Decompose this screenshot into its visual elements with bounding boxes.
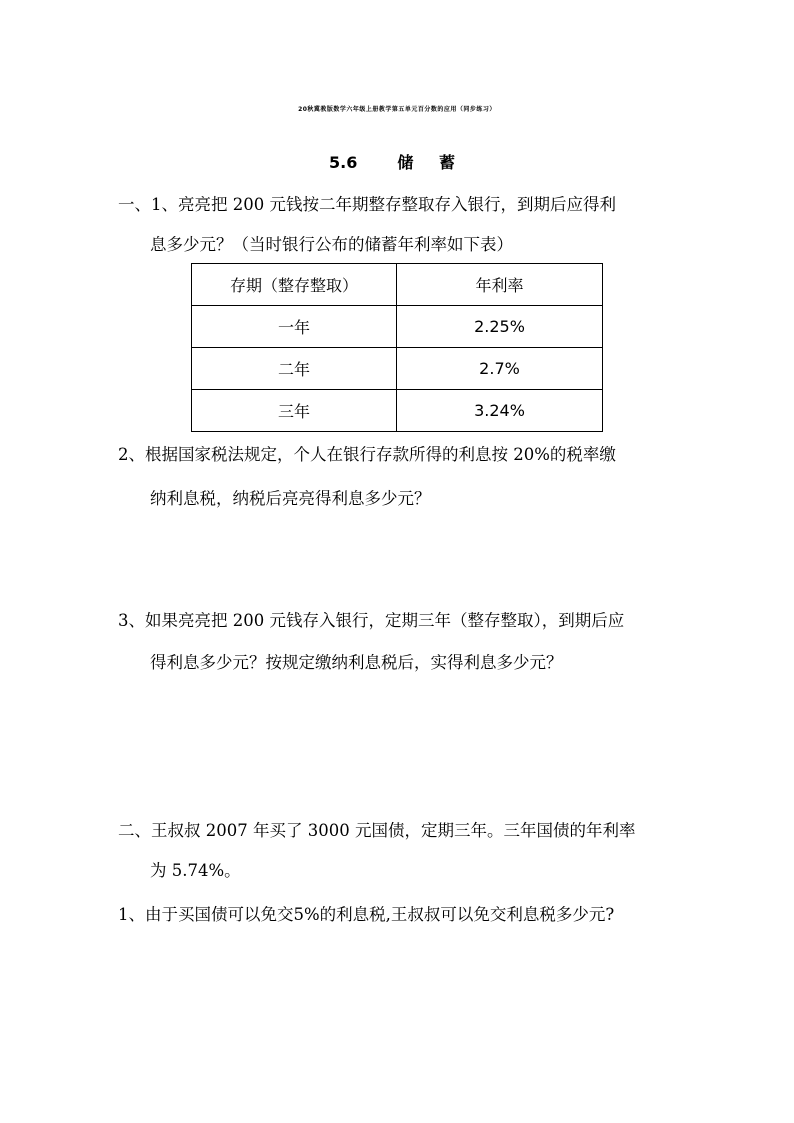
- question-2-line-2: 纳利息税，纳税后亮亮得利息多少元？: [150, 489, 431, 508]
- table-cell: 一年: [192, 306, 397, 348]
- question-3-line-2: 得利息多少元？按规定缴纳利息税后，实得利息多少元？: [150, 653, 563, 672]
- table-cell: 3.24%: [397, 390, 603, 432]
- table-row: [192, 306, 603, 348]
- table-cell: 二年: [192, 348, 397, 390]
- table-header-cell: 年利率: [397, 264, 603, 306]
- document-title: 20秋冀教版数学六年级上册教学第五单元百分数的应用（同步练习）: [298, 106, 496, 113]
- table-cell: 2.7%: [397, 348, 603, 390]
- table-header-row: [192, 264, 603, 306]
- section-number: 5.6: [329, 153, 358, 172]
- question-2-line-1: 2、根据国家税法规定，个人在银行存款所得的利息按 20%的税率缴: [118, 445, 616, 464]
- part-2-line-1: 二、王叔叔 2007 年买了 3000 元国债，定期三年。三年国债的年利率: [118, 821, 636, 840]
- part-2-line-2: 为 5.74%。: [150, 861, 241, 880]
- part-2-question-1: 1、由于买国债可以免交5%的利息税,王叔叔可以免交利息税多少元?: [118, 905, 615, 924]
- question-1-line-2: 息多少元？（当时银行公布的储蓄年利率如下表）: [150, 235, 513, 254]
- interest-rate-table: [191, 263, 603, 432]
- table-row: [192, 390, 603, 432]
- question-3-line-1: 3、如果亮亮把 200 元钱存入银行，定期三年（整存整取），到期后应: [118, 611, 625, 630]
- table-header-cell: 存期（整存整取）: [192, 264, 397, 306]
- table-cell: 三年: [192, 390, 397, 432]
- table-cell: 2.25%: [397, 306, 603, 348]
- table-row: [192, 348, 603, 390]
- question-1-line-1: 一、1、亮亮把 200 元钱按二年期整存整取存入银行，到期后应得利: [118, 195, 616, 214]
- section-heading: [0, 150, 794, 173]
- section-name: 储 蓄: [397, 153, 465, 172]
